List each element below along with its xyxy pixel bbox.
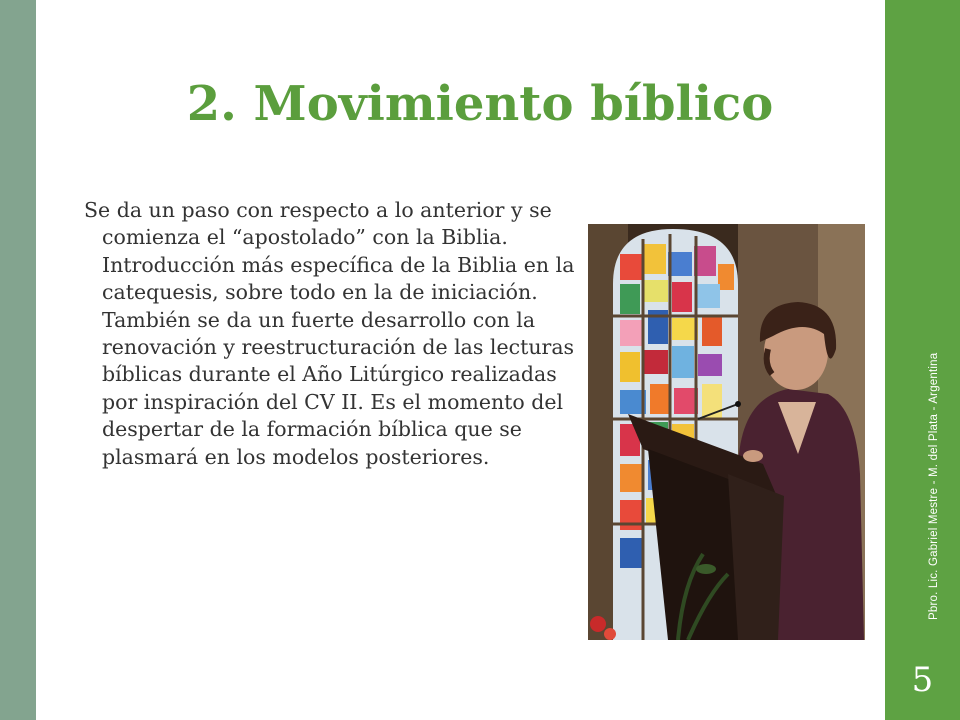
slide-title: 2. Movimiento bíblico <box>186 76 774 132</box>
lector-at-lectern-photo <box>588 224 865 640</box>
slide-page-number: 5 <box>911 660 934 700</box>
slide-body-text: Se da un paso con respecto a lo anterior y se comienza el “apostolado” con la Biblia. Introducción más específica de la Biblia en la catequesis, sobre todo en la de iniciación. También se da un fuerte desarrollo con la renovación y reestructuración de las lecturas bíblicas durante el Año Litúrgico realizadas por inspiración del CV II. Es el momento del despertar de la formación bíblica que se plasmará en los modelos posteriores. <box>84 198 575 469</box>
author-note: Pbro. Lic. Gabriel Mestre - M. del Plata - Argentina <box>928 352 940 620</box>
